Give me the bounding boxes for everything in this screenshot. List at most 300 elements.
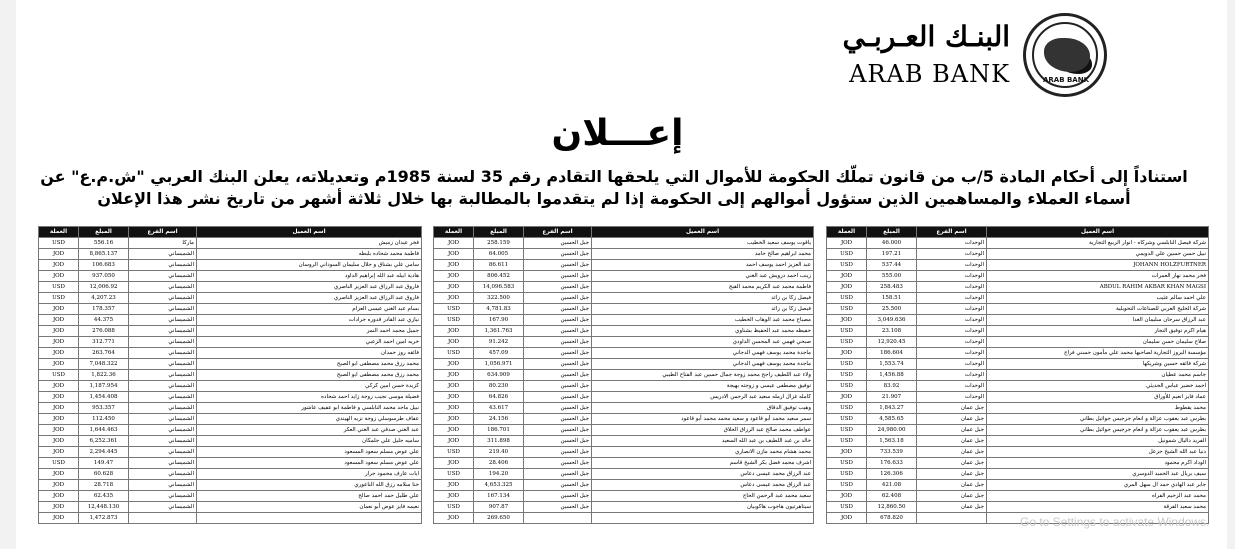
table-row xyxy=(39,249,422,260)
branch-name-cell: جبل الحسين xyxy=(524,238,592,249)
branch-name-cell xyxy=(524,513,592,524)
branch-name-cell: الوحدات xyxy=(917,282,987,293)
branch-name-cell: الوحدات xyxy=(917,304,987,315)
customer-name-cell: جابر عبد الهادي حمد ال سهل المري xyxy=(987,480,1209,491)
table-row xyxy=(434,370,814,381)
currency-cell: JOD xyxy=(39,315,79,326)
amount-cell: 1,454.408 xyxy=(79,392,129,403)
table-row xyxy=(39,326,422,337)
currency-cell: JOD xyxy=(39,249,79,260)
customer-name-cell: محمد عبد الرحيم الفراه xyxy=(987,491,1209,502)
table-row xyxy=(434,414,814,425)
branch-name-cell: الوحدات xyxy=(917,359,987,370)
currency-cell: USD xyxy=(434,348,474,359)
customer-name-cell: فاروق عبد الرزاق عبد العزيز الناصري xyxy=(197,293,422,304)
amount-cell: 44.375 xyxy=(79,315,129,326)
customer-name-cell: حنا سلامه رزق الله الناعوري xyxy=(197,480,422,491)
customer-name-cell: ايات عارف محمود جرار xyxy=(197,469,422,480)
table-row xyxy=(39,238,422,249)
amount-cell: 537.44 xyxy=(867,260,917,271)
amount-cell: 311.898 xyxy=(474,436,524,447)
amount-cell: 186.604 xyxy=(867,348,917,359)
customer-name-cell: صلاح سليمان حسن سليمان xyxy=(987,337,1209,348)
branch-name-cell: جبل الحسين xyxy=(524,249,592,260)
amount-cell: 80.230 xyxy=(474,381,524,392)
customer-name-cell: نبيل ماجد محمد النابلسي و فاطمة ابو عفيف عاشور xyxy=(197,403,422,414)
amount-cell: 43.617 xyxy=(474,403,524,414)
table-header xyxy=(434,227,814,238)
header-currency: العملة xyxy=(434,227,474,238)
currency-cell: JOD xyxy=(39,403,79,414)
amount-cell: 12,448.130 xyxy=(79,502,129,513)
customer-name-cell: فاروق عبد الرزاق عبد العزيز الناصري xyxy=(197,282,422,293)
customer-name-cell: محمد رزق محمد مصطفى ابو الصيح xyxy=(197,359,422,370)
customer-name-cell: علي طليل حمد احمد صالح xyxy=(197,491,422,502)
customer-name-cell: سعيد محمد عبد الرحمن الحاج xyxy=(592,491,814,502)
table-row xyxy=(39,469,422,480)
notice-body: استناداً إلى أحكام المادة 5/ب من قانون تملّك الحكومة للأموال التي يلحقها التقادم رقم 35 لسنة 1985م وتعديلاته، يعلن البنك العربي "ش.م.ع" عن أسماء العملاء والمساهمين الذين ستؤول أموالهم إلى الحكومة إذا لم يتقدموا بالمطالبة بها خلال ثلاثة أشهر من تاريخ نشر هذا الإعلان xyxy=(40,167,1188,208)
header-name: اسم العميل xyxy=(197,227,422,238)
header-branch: اسم الفرع xyxy=(524,227,592,238)
branch-name-cell: جبل الحسين xyxy=(524,469,592,480)
currency-cell: JOD xyxy=(434,480,474,491)
table-row xyxy=(39,447,422,458)
currency-cell: JOD xyxy=(39,491,79,502)
amount-cell: 6,252.361 xyxy=(79,436,129,447)
amount-cell: 322.500 xyxy=(474,293,524,304)
table-row xyxy=(827,436,1209,447)
customer-name-cell: شركة فيصل النابلسي وشركاه - انوار الربيع التجارية xyxy=(987,238,1209,249)
currency-cell: JOD xyxy=(39,414,79,425)
amount-cell: 2,294.445 xyxy=(79,447,129,458)
amount-cell: 4,781.83 xyxy=(474,304,524,315)
bank-name-english: ARAB BANK xyxy=(849,60,1010,88)
table-row xyxy=(827,403,1209,414)
currency-cell: JOD xyxy=(39,425,79,436)
amount-cell: 126.306 xyxy=(867,469,917,480)
currency-cell: JOD xyxy=(39,480,79,491)
amount-cell: 12,920.45 xyxy=(867,337,917,348)
branch-name-cell: الشميساني xyxy=(129,469,197,480)
currency-cell: USD xyxy=(827,425,867,436)
currency-cell: USD xyxy=(434,502,474,513)
table-row xyxy=(827,326,1209,337)
amount-cell: 23.108 xyxy=(867,326,917,337)
table-row xyxy=(39,381,422,392)
header-branch: اسم الفرع xyxy=(129,227,197,238)
table-row xyxy=(434,337,814,348)
branch-name-cell: جبل الحسين xyxy=(524,260,592,271)
currency-cell: JOD xyxy=(434,403,474,414)
table-row xyxy=(434,359,814,370)
amount-cell: 263.764 xyxy=(79,348,129,359)
branch-name-cell: الوحدات xyxy=(917,370,987,381)
branch-name-cell: الشميساني xyxy=(129,293,197,304)
table-row xyxy=(39,403,422,414)
customer-name-cell: محمد رزق محمد مصطفى ابو الصيح xyxy=(197,370,422,381)
customer-name-cell: سمر سعيد محمد أبو قاعود و سعيد محمد محمد أبو قاعود xyxy=(592,414,814,425)
table-row xyxy=(39,337,422,348)
branch-name-cell: الشميساني xyxy=(129,392,197,403)
amount-cell: 1,553.74 xyxy=(867,359,917,370)
currency-cell: JOD xyxy=(434,491,474,502)
currency-cell: JOD xyxy=(434,282,474,293)
customer-name-cell: علي عوض مسلم سعود المسعود xyxy=(197,458,422,469)
branch-name-cell: جبل الحسين xyxy=(524,304,592,315)
right-gray-margin xyxy=(1227,0,1235,549)
amount-cell: 64.826 xyxy=(474,392,524,403)
branch-name-cell: الشميساني xyxy=(129,447,197,458)
customer-name-cell: ياقوت يوسف سعيد الخطيب xyxy=(592,238,814,249)
table-row xyxy=(434,282,814,293)
branch-name-cell xyxy=(917,513,987,524)
customer-name-cell: ماجدة محمد يوسف فهمي الدجاني xyxy=(592,359,814,370)
amount-cell: 12,006.92 xyxy=(79,282,129,293)
amount-cell: 269.650 xyxy=(474,513,524,524)
table-row xyxy=(434,513,814,524)
branch-name-cell: جبل الحسين xyxy=(524,359,592,370)
currency-cell: JOD xyxy=(434,249,474,260)
currency-cell: JOD xyxy=(434,458,474,469)
currency-cell: USD xyxy=(827,458,867,469)
branch-name-cell: جبل عمان xyxy=(917,502,987,513)
customer-name-cell: عماد فايز انعيم للأوراق xyxy=(987,392,1209,403)
branch-name-cell: الشميساني xyxy=(129,436,197,447)
table-row xyxy=(434,392,814,403)
table-row xyxy=(827,238,1209,249)
branch-name-cell: الوحدات xyxy=(917,260,987,271)
accounts-table-2 xyxy=(433,226,814,524)
table-row xyxy=(827,502,1209,513)
amount-cell: 83.92 xyxy=(867,381,917,392)
currency-cell: JOD xyxy=(39,260,79,271)
table-row xyxy=(827,381,1209,392)
branch-name-cell: الشميساني xyxy=(129,425,197,436)
header-name: اسم العميل xyxy=(592,227,814,238)
table-row xyxy=(434,403,814,414)
currency-cell: USD xyxy=(827,414,867,425)
branch-name-cell: جبل الحسين xyxy=(524,480,592,491)
amount-cell: 1,563.18 xyxy=(867,436,917,447)
amount-cell: 258.159 xyxy=(474,238,524,249)
amount-cell: 3,049.636 xyxy=(867,315,917,326)
customer-name-cell: الوداد اكرم محمود xyxy=(987,458,1209,469)
currency-cell: USD xyxy=(827,480,867,491)
branch-name-cell: جبل الحسين xyxy=(524,403,592,414)
customer-name-cell: فائقه روز حمدان xyxy=(197,348,422,359)
table-row xyxy=(434,436,814,447)
branch-name-cell: الشميساني xyxy=(129,381,197,392)
amount-cell: 733.539 xyxy=(867,447,917,458)
branch-name-cell: جبل الحسين xyxy=(524,447,592,458)
table-row xyxy=(39,370,422,381)
branch-name-cell: جبل الحسين xyxy=(524,370,592,381)
amount-cell: 24,980.00 xyxy=(867,425,917,436)
currency-cell: USD xyxy=(827,403,867,414)
branch-name-cell: جبل الحسين xyxy=(524,381,592,392)
customer-name-cell: ساميه جليل علي جلمكان xyxy=(197,436,422,447)
customer-name-cell: جميل محمد احمد النمر xyxy=(197,326,422,337)
currency-cell: JOD xyxy=(827,271,867,282)
currency-cell: USD xyxy=(827,304,867,315)
table-row xyxy=(39,260,422,271)
amount-cell: 1,843.27 xyxy=(867,403,917,414)
bank-name-arabic: البنـك العـربـي xyxy=(842,20,1010,53)
amount-cell: 555.00 xyxy=(867,271,917,282)
currency-cell: JOD xyxy=(39,326,79,337)
amount-cell: 1,472.873 xyxy=(79,513,129,524)
branch-name-cell: الشميساني xyxy=(129,271,197,282)
branch-name-cell: جبل الحسين xyxy=(524,293,592,304)
amount-cell: 106.683 xyxy=(79,260,129,271)
amount-cell: 312.771 xyxy=(79,337,129,348)
currency-cell: JOD xyxy=(827,348,867,359)
customer-name-cell: شركة فائقه حسين وشريكها xyxy=(987,359,1209,370)
customer-name-cell: توفيق مصطفى عيسى و زوجته بهيجة xyxy=(592,381,814,392)
currency-cell: JOD xyxy=(434,326,474,337)
currency-cell: JOD xyxy=(39,469,79,480)
currency-cell: JOD xyxy=(39,447,79,458)
branch-name-cell: الشميساني xyxy=(129,359,197,370)
customer-name-cell: عبد الرزاق محمد عيسى دعاس xyxy=(592,480,814,491)
customer-name-cell: نيازي عبد القادر قدوره جرادات xyxy=(197,315,422,326)
customer-name-cell: الفريد داليال شمونيل xyxy=(987,436,1209,447)
customer-name-cell: صبحي فهمي عبد المحسن الداودي xyxy=(592,337,814,348)
amount-cell: 8,865.137 xyxy=(79,249,129,260)
amount-cell: 176.633 xyxy=(867,458,917,469)
amount-cell: 28.718 xyxy=(79,480,129,491)
amount-cell: 457.09 xyxy=(474,348,524,359)
customer-name-cell: هيام اكرم توفيق النجار xyxy=(987,326,1209,337)
branch-name-cell: الشميساني xyxy=(129,249,197,260)
branch-name-cell: الشميساني xyxy=(129,304,197,315)
currency-cell: JOD xyxy=(434,370,474,381)
currency-cell: USD xyxy=(827,469,867,480)
currency-cell: JOD xyxy=(827,491,867,502)
branch-name-cell: الوحدات xyxy=(917,238,987,249)
amount-cell: 1,361.763 xyxy=(474,326,524,337)
amount-cell: 91.242 xyxy=(474,337,524,348)
customer-name-cell: عبد الغني صدقي عبد الغني العكر xyxy=(197,425,422,436)
amount-cell: 1,187.954 xyxy=(79,381,129,392)
table-row xyxy=(827,337,1209,348)
customer-name-cell: علي احمد سالم عثيب xyxy=(987,293,1209,304)
branch-name-cell: جبل الحسين xyxy=(524,458,592,469)
branch-name-cell: جبل عمان xyxy=(917,458,987,469)
customer-name-cell: سامي علي بشناق و جلال سليمان السوداني الروسان xyxy=(197,260,422,271)
customer-name-cell: بسام عبد الغني عيسى العزام xyxy=(197,304,422,315)
amount-cell: 634.909 xyxy=(474,370,524,381)
currency-cell: JOD xyxy=(39,381,79,392)
branch-name-cell: جبل الحسين xyxy=(524,326,592,337)
amount-cell: 158.51 xyxy=(867,293,917,304)
branch-name-cell: الوحدات xyxy=(917,337,987,348)
amount-cell: 1,644.463 xyxy=(79,425,129,436)
table-row xyxy=(827,271,1209,282)
currency-cell: USD xyxy=(827,502,867,513)
table-row xyxy=(827,359,1209,370)
amount-cell: 258.483 xyxy=(867,282,917,293)
customer-name-cell: ولاء عبد اللطيف راجح محمد زوجة جمال حسين عبد الفتاح الطيبي xyxy=(592,370,814,381)
customer-name-cell: عفاف طرسوسلي زوجة نزيه الهيندي xyxy=(197,414,422,425)
customer-name-cell: فاطمة محمد شحاده بلبطه xyxy=(197,249,422,260)
amount-cell: 1,456.88 xyxy=(867,370,917,381)
table-row xyxy=(434,480,814,491)
currency-cell: JOD xyxy=(827,513,867,524)
currency-cell: USD xyxy=(827,249,867,260)
table-row xyxy=(827,414,1209,425)
branch-name-cell: الشميساني xyxy=(129,458,197,469)
customer-name-cell: فيصل زكا بن زائد xyxy=(592,304,814,315)
branch-name-cell: الشميساني xyxy=(129,414,197,425)
currency-cell: JOD xyxy=(39,304,79,315)
currency-cell: USD xyxy=(827,370,867,381)
amount-cell: 194.20 xyxy=(474,469,524,480)
table-row xyxy=(827,249,1209,260)
currency-cell: JOD xyxy=(434,513,474,524)
currency-cell: JOD xyxy=(434,425,474,436)
branch-name-cell: جبل الحسين xyxy=(524,414,592,425)
branch-name-cell: الشميساني xyxy=(129,337,197,348)
customer-name-cell: مؤسسة البروز التجارية لصاحبها محمد علي مأمون حسني فراج xyxy=(987,348,1209,359)
customer-name-cell: محمد يقطوط xyxy=(987,403,1209,414)
branch-name-cell: الوحدات xyxy=(917,392,987,403)
amount-cell: 178.357 xyxy=(79,304,129,315)
customer-name-cell: احمد خضير عباس الحديثي xyxy=(987,381,1209,392)
amount-cell: 21.907 xyxy=(867,392,917,403)
table-row xyxy=(39,491,422,502)
amount-cell: 219.40 xyxy=(474,447,524,458)
currency-cell: JOD xyxy=(39,271,79,282)
customer-name-cell xyxy=(197,513,422,524)
accounts-table-3 xyxy=(38,226,422,524)
amount-cell: 112.450 xyxy=(79,414,129,425)
currency-cell: JOD xyxy=(39,392,79,403)
customer-name-cell: JOHANN HOLZFURTNER xyxy=(987,260,1209,271)
amount-cell: 60.628 xyxy=(79,469,129,480)
customer-name-cell: فضيلة موسى نجيب زوجة زايد احمد شحاده xyxy=(197,392,422,403)
currency-cell: JOD xyxy=(39,436,79,447)
branch-name-cell: الشميساني xyxy=(129,370,197,381)
customer-name-cell: نبيل حسن حسين علي الدويمي xyxy=(987,249,1209,260)
customer-name-cell: دنيا عبد الله الشيخ حزعل xyxy=(987,447,1209,458)
header-amount: المبلغ xyxy=(79,227,129,238)
currency-cell: JOD xyxy=(827,315,867,326)
table-row xyxy=(39,425,422,436)
customer-name-cell: ماجدة محمد يوسف فهمي الدجاني xyxy=(592,348,814,359)
currency-cell: JOD xyxy=(434,271,474,282)
branch-name-cell: جبل عمان xyxy=(917,469,987,480)
table-row xyxy=(827,425,1209,436)
customer-name-cell: محمد هشام محمد مازن الانصاري xyxy=(592,447,814,458)
table-row xyxy=(39,392,422,403)
amount-cell: 12,860.50 xyxy=(867,502,917,513)
currency-cell: JOD xyxy=(39,513,79,524)
branch-name-cell: جبل الحسين xyxy=(524,392,592,403)
table-row xyxy=(827,458,1209,469)
header-currency: العملة xyxy=(39,227,79,238)
table-row xyxy=(434,458,814,469)
amount-cell: 86.611 xyxy=(474,260,524,271)
header-name: اسم العميل xyxy=(987,227,1209,238)
table-row xyxy=(434,425,814,436)
amount-cell: 1,822.36 xyxy=(79,370,129,381)
currency-cell: JOD xyxy=(434,392,474,403)
currency-cell: USD xyxy=(434,469,474,480)
amount-cell: 678.820 xyxy=(867,513,917,524)
table-row xyxy=(434,447,814,458)
branch-name-cell: جبل عمان xyxy=(917,491,987,502)
table-row xyxy=(434,260,814,271)
table-header xyxy=(827,227,1209,238)
currency-cell: JOD xyxy=(827,447,867,458)
branch-name-cell: جبل عمان xyxy=(917,447,987,458)
customer-name-cell: خالد بن عبد اللطيف بن عبد الله السعيد xyxy=(592,436,814,447)
table-row xyxy=(827,392,1209,403)
windows-activation-watermark: Go to Settings to activate Windows. xyxy=(1020,515,1210,529)
customer-name-cell: ABDUL RAHIM AKBAR KHAN MAGSI xyxy=(987,282,1209,293)
table-row xyxy=(827,370,1209,381)
amount-cell: 276.088 xyxy=(79,326,129,337)
customer-name-cell: مصباح محمد عبد الوهاب الخطيب xyxy=(592,315,814,326)
branch-name-cell: الوحدات xyxy=(917,348,987,359)
customer-name-cell: فخر محمد نهار العمرات xyxy=(987,271,1209,282)
table-row xyxy=(39,502,422,513)
branch-name-cell: الشميساني xyxy=(129,348,197,359)
table-row xyxy=(39,513,422,524)
table-row xyxy=(39,271,422,282)
currency-cell: USD xyxy=(827,381,867,392)
customer-name-cell: فاطمة محمد عبد الكريم محمد القبج xyxy=(592,282,814,293)
branch-name-cell: جبل الحسين xyxy=(524,502,592,513)
currency-cell: USD xyxy=(827,326,867,337)
table-row xyxy=(434,293,814,304)
table-row xyxy=(827,293,1209,304)
branch-name-cell: الشميساني xyxy=(129,326,197,337)
currency-cell: JOD xyxy=(434,436,474,447)
currency-cell: USD xyxy=(39,370,79,381)
currency-cell: USD xyxy=(827,337,867,348)
amount-cell: 64.005 xyxy=(474,249,524,260)
table-row xyxy=(39,359,422,370)
branch-name-cell: الوحدات xyxy=(917,326,987,337)
currency-cell: JOD xyxy=(434,337,474,348)
amount-cell: 421.08 xyxy=(867,480,917,491)
customer-name-cell: بطرس عبد يعقوب عزالة و انعام جرجيس جوائيل بطاني xyxy=(987,414,1209,425)
table-row xyxy=(39,282,422,293)
header-amount: المبلغ xyxy=(474,227,524,238)
currency-cell: USD xyxy=(434,447,474,458)
amount-cell: 167.90 xyxy=(474,315,524,326)
left-gray-margin xyxy=(0,0,16,549)
bank-header xyxy=(828,10,1188,100)
branch-name-cell: الشميساني xyxy=(129,282,197,293)
table-row xyxy=(827,480,1209,491)
branch-name-cell: جبل عمان xyxy=(917,480,987,491)
table-row xyxy=(434,469,814,480)
table-row xyxy=(434,238,814,249)
table-row xyxy=(39,348,422,359)
amount-cell: 953.357 xyxy=(79,403,129,414)
customer-name-cell: فيصل زكا بن زائد xyxy=(592,293,814,304)
branch-name-cell: الشميساني xyxy=(129,315,197,326)
branch-name-cell: جبل عمان xyxy=(917,436,987,447)
branch-name-cell: الوحدات xyxy=(917,381,987,392)
customer-name-cell: بطرس عبد يعقوب عزالة و انعام جرجيس جوائيل بطاني xyxy=(987,425,1209,436)
table-row xyxy=(434,491,814,502)
currency-cell: JOD xyxy=(39,348,79,359)
table-row xyxy=(39,304,422,315)
